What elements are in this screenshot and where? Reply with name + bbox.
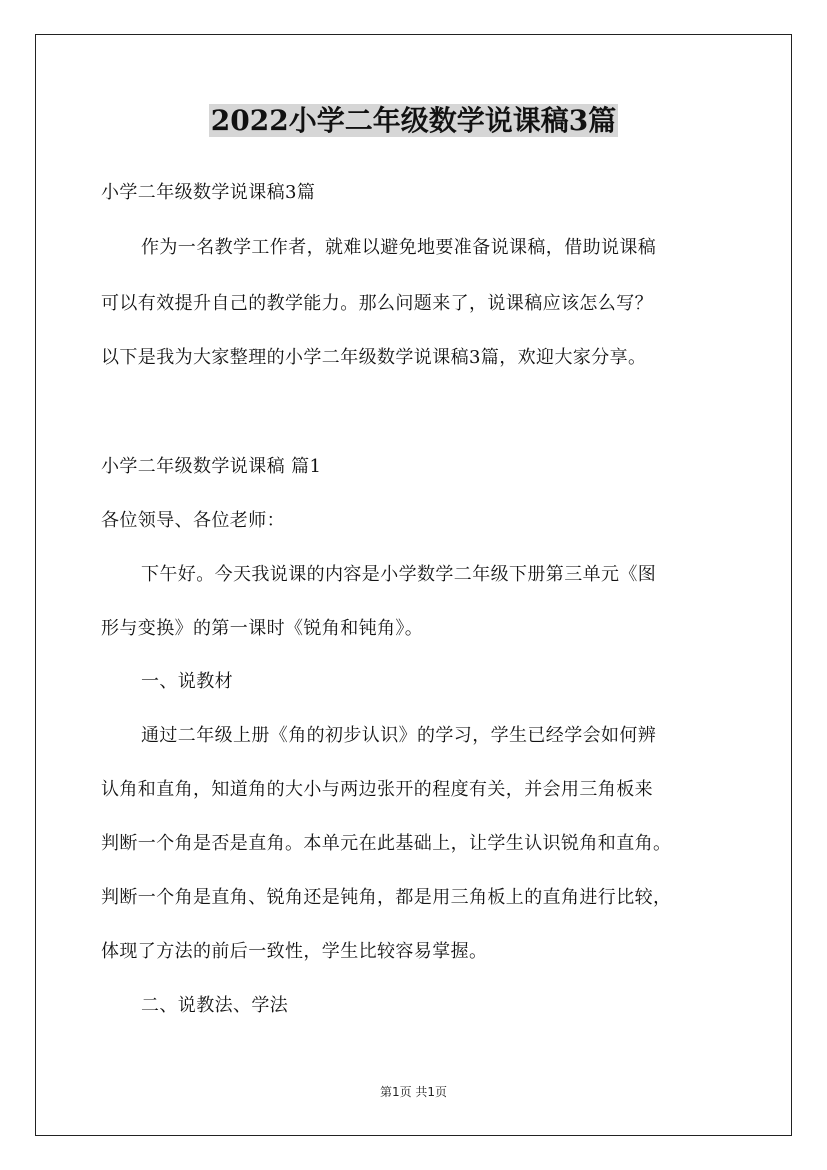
- part1-line-2: 认角和直角，知道角的大小与两边张开的程度有关，并会用三角板来: [101, 779, 653, 800]
- page-footer: 第1页 共1页: [379, 1085, 448, 1099]
- greeting: 各位领导、各位老师：: [101, 510, 285, 531]
- document-title-text: 2022小学二年级数学说课稿3篇: [210, 104, 617, 137]
- opening-line-2: 形与变换》的第一课时《锐角和钝角》。: [101, 618, 424, 639]
- part1-line-3: 判断一个角是否是直角。本单元在此基础上，让学生认识锐角和直角。: [101, 833, 672, 854]
- intro-line-3: 以下是我为大家整理的小学二年级数学说课稿3篇，欢迎大家分享。: [101, 347, 647, 368]
- intro-line-2: 可以有效提升自己的教学能力。那么问题来了，说课稿应该怎么写？: [101, 293, 653, 314]
- document-title: [0, 101, 827, 141]
- part1-line-4: 判断一个角是直角、锐角还是钝角，都是用三角板上的直角进行比较，: [101, 887, 672, 908]
- part1-line-1: 通过二年级上册《角的初步认识》的学习，学生已经学会如何辨: [141, 725, 657, 746]
- opening-line-1: 下午好。今天我说课的内容是小学数学二年级下册第三单元《图: [141, 564, 657, 585]
- document-subtitle: 小学二年级数学说课稿3篇: [101, 182, 316, 203]
- intro-line-1: 作为一名教学工作者，就难以避免地要准备说课稿，借助说课稿: [141, 237, 657, 258]
- part1-line-5: 体现了方法的前后一致性，学生比较容易掌握。: [101, 941, 488, 962]
- part2-heading: 二、说教法、学法: [141, 995, 289, 1016]
- part1-heading: 一、说教材: [141, 671, 233, 692]
- section1-heading: 小学二年级数学说课稿 篇1: [101, 456, 322, 477]
